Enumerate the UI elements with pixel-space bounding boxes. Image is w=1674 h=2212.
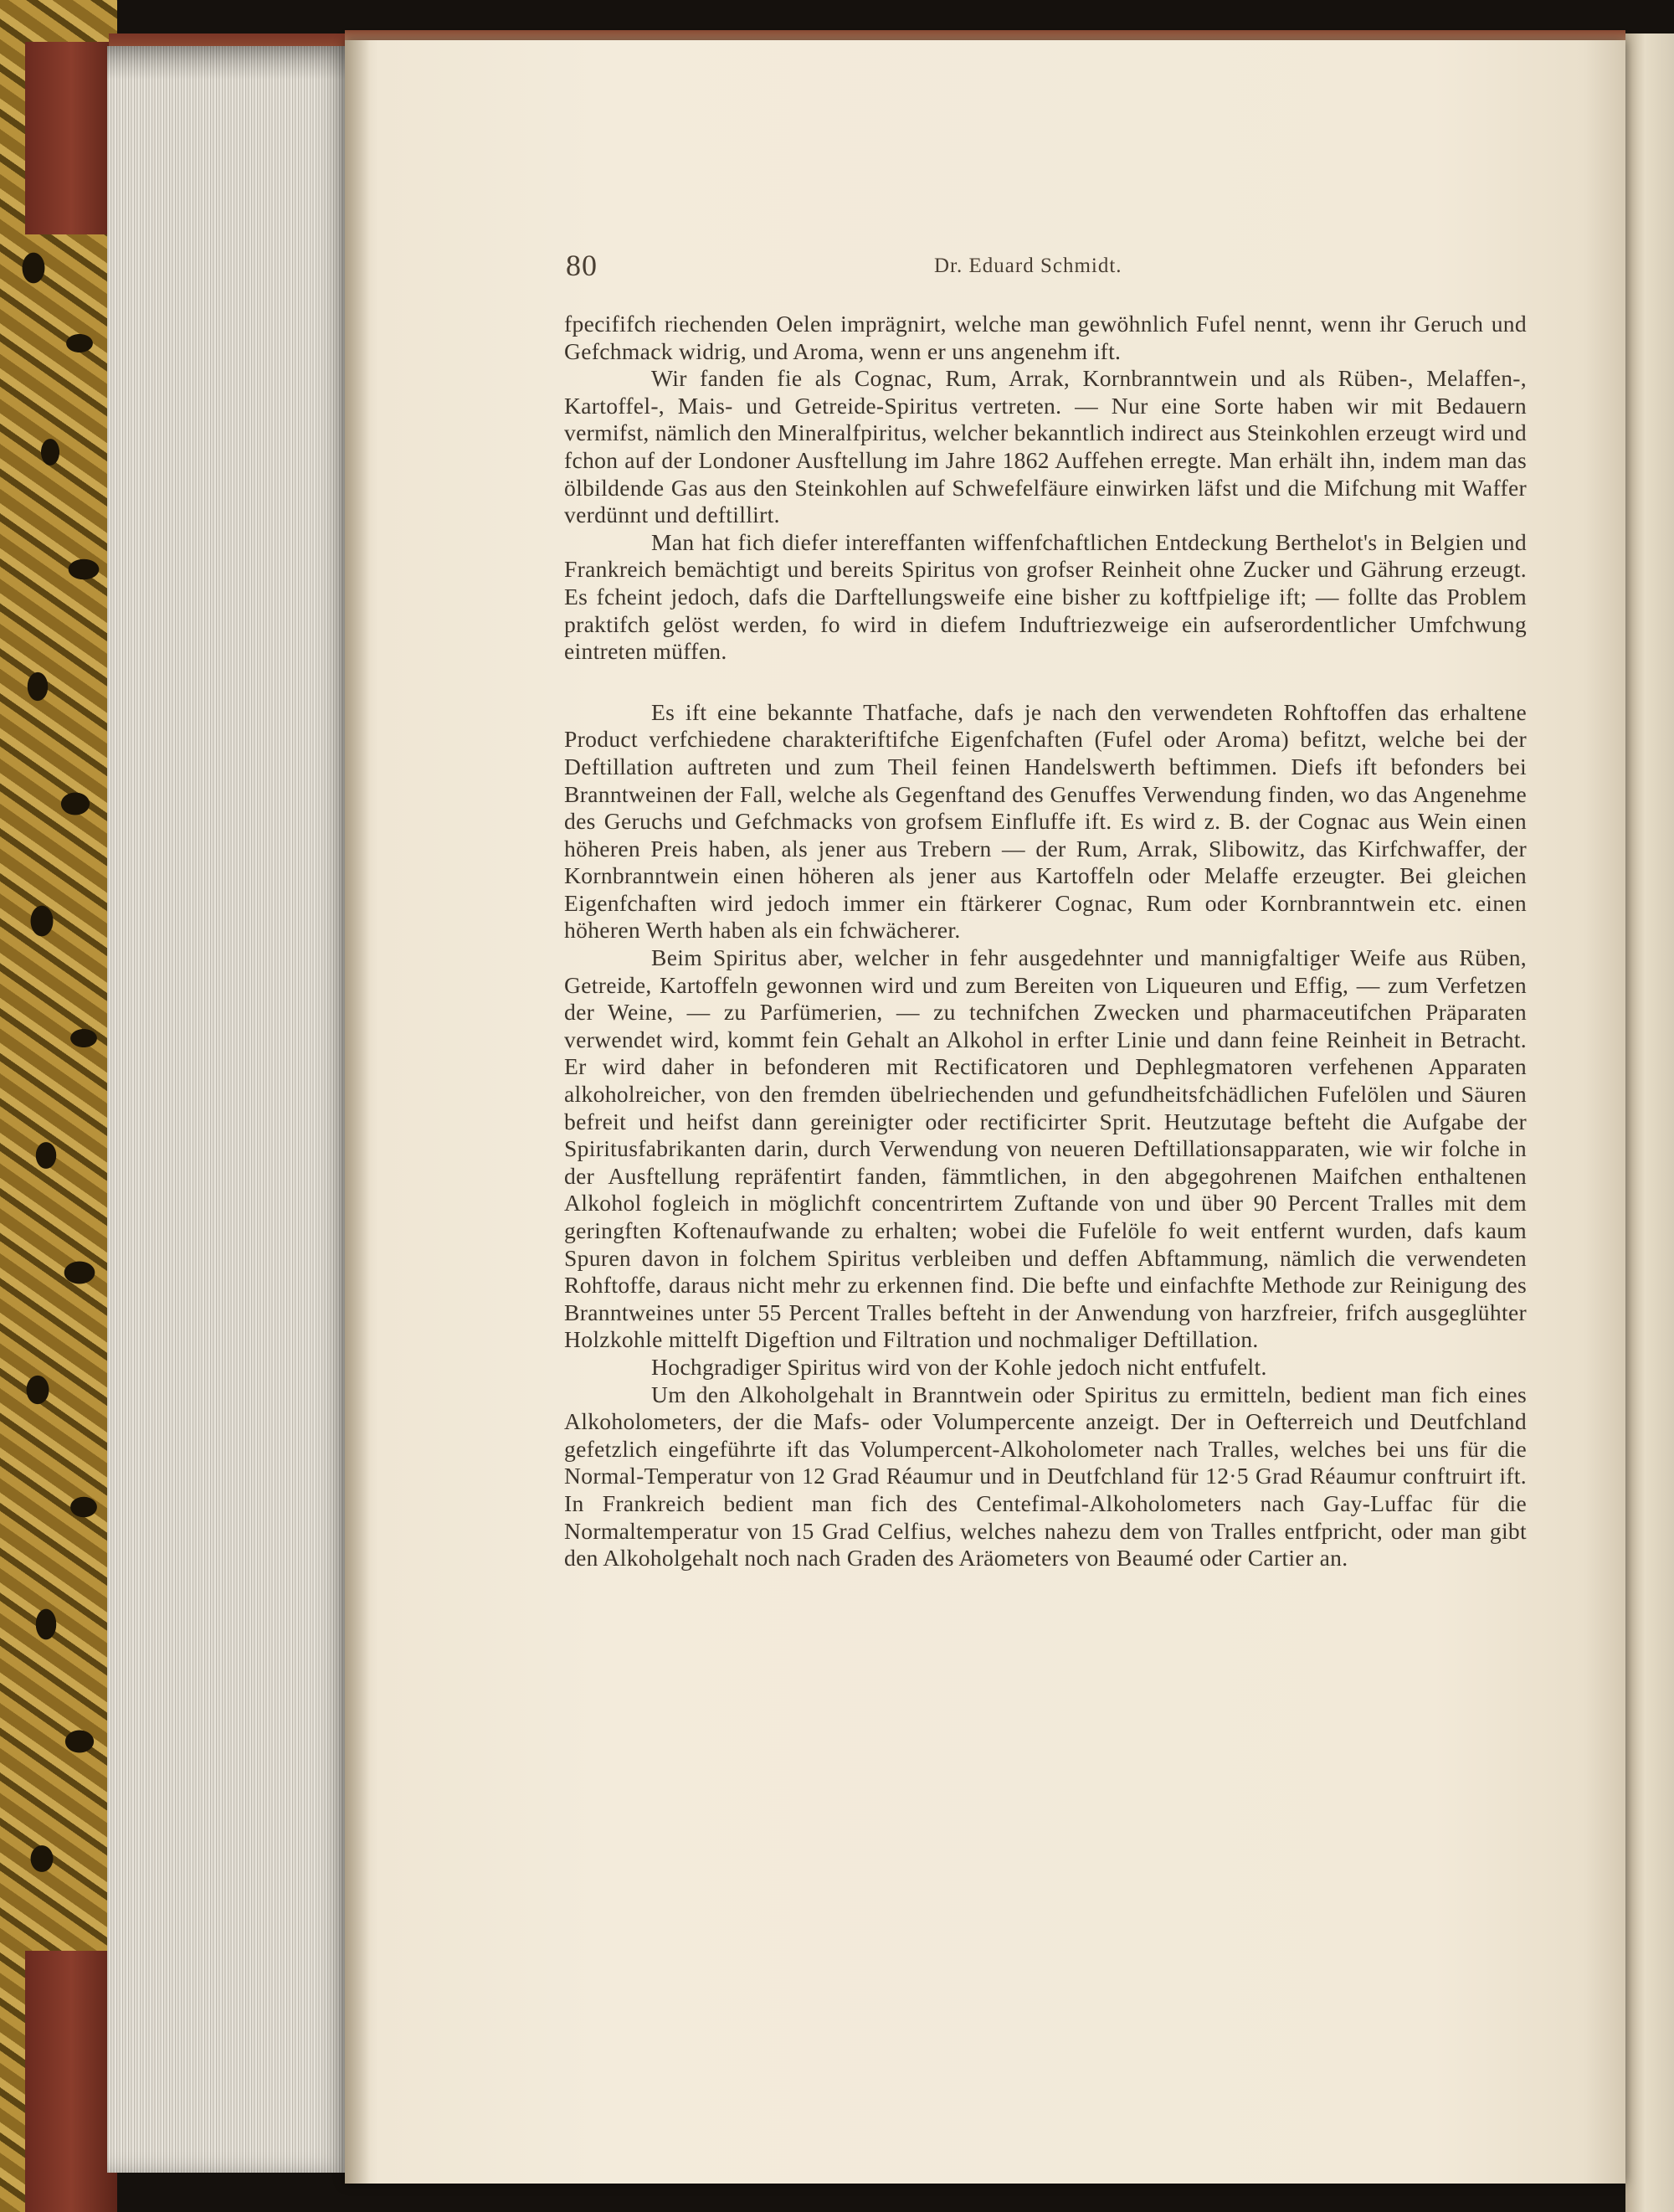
paragraph: Hochgradiger Spiritus wird von der Kohle jedoch nicht entfufelt. xyxy=(651,1353,1267,1380)
page-stack-edges xyxy=(107,46,350,2173)
paragraph: fpecififch riechenden Oelen imprägnirt, welche man gewöhnlich Fufel nennt, wenn ihr Geruch und Gefchmack widrig, und Aroma, wenn er uns angenehm ift. xyxy=(564,311,1527,364)
cover-corner-bottom xyxy=(25,1951,117,2212)
page-number: 80 xyxy=(566,249,598,282)
paragraph: Wir fanden fie als Cognac, Rum, Arrak, Kornbranntwein und als Rüben-, Melaffen-, Kartoffel-, Mais- und Getreide-Spiritus vertreten. — Nur eine Sorte haben wir mit Bedauern vermifst, nämlich den Mineralfpiritus, welcher bekanntlich indirect aus Steinkohlen erzeugt wird und fchon auf der Londoner Ausftellung im Jahre 1862 Auffehen erregte. Man erhält ihn, indem man das ölbildende Gas aus den Steinkohlen auf Schwefelfäure einwirken läfst und die Mifchung mit Waffer verdünnt und deftillirt. xyxy=(564,365,1527,528)
cover-corner-top xyxy=(25,42,117,234)
paragraph: Um den Alkoholgehalt in Branntwein oder Spiritus zu ermitteln, bedient man fich eines Alkoholometers, der die Mafs- oder Volumpercente anzeigt. Der in Oefterreich und Deutfchland gefetzlich eingeführte ift das Volumpercent-Alkoholometer nach Tralles, welches bei uns für die Normal-Temperatur von 12 Grad Réaumur und in Deutfchland für 12·5 Grad Réaumur conftruirt ift. In Frankreich bedient man fich des Centefimal-Alkoholometers nach Gay-Luffac für die Normaltemperatur von 15 Grad Celfius, welches nahezu dem von Tralles entfpricht, oder man gibt den Alkoholgehalt noch nach Graden des Aräometers von Beaumé oder Cartier an. xyxy=(564,1381,1527,1572)
marbled-cover xyxy=(0,0,117,2212)
running-head: Dr. Eduard Schmidt. xyxy=(934,255,1122,277)
facing-page-edge xyxy=(1625,33,1674,2212)
paragraph: Beim Spiritus aber, welcher in fehr ausgedehnter und mannigfaltiger Weife aus Rüben, Getreide, Kartoffeln gewonnen wird und zum Bereiten von Liqueuren und Effig, — zum Verfetzen der Weine, — zu Parfümerien, — zu technifchen Zwecken und pharmaceutifchen Präparaten verwendet wird, kommt fein Gehalt an Alkohol in erfter Linie und dann feine Reinheit in Betracht. Er wird daher in befonderen mit Rectificatoren und Dephlegmatoren verfehenen Apparaten alkoholreicher, von den fremden übelriechenden und gefundheitsfchädlichen Fufelölen und Säuren befreit und heifst dann gereinigter oder rectificirter Sprit. Heutzutage befteht die Aufgabe der Spiritusfabrikanten darin, durch Verwendung von neueren Deftillationsapparaten, wie wir folche in der Ausftellung repräfentirt fanden, fämmtlichen, in den abgegohrenen Maifchen enthaltenen Alkohol fogleich in möglichft concentrirtem Zuftande von und über 90 Percent Tralles mit dem geringften Koftenaufwande zu erhalten; wobei die Fufelöle fo weit entfernt wurden, dafs kaum Spuren davon in folchem Spiritus verbleiben und deffen Abftammung, nämlich die verwendeten Rohftoffe, daraus nicht mehr zu erkennen find. Die befte und einfachfte Methode zur Reinigung des Branntweines unter 55 Percent Tralles befteht in der Anwendung von harzfreier, frifch ausgeglühter Holzkohle mittelft Digeftion und Filtration und nochmaliger Deftillation. xyxy=(564,944,1527,1353)
body-text xyxy=(564,311,1527,1572)
paragraph: Man hat fich diefer intereffanten wiffenfchaftlichen Entdeckung Berthelot's in Belgien und Frankreich bemächtigt und bereits Spiritus von grofser Reinheit ohne Zucker und Gährung erzeugt. Es fcheint jedoch, dafs die Darftellungsweife eine bisher zu koftfpielige ift; — follte das Problem praktifch gelöst werden, fo wird in diefem Induftriezweige ein aufserordentlicher Umfchwung eintreten müffen. xyxy=(564,528,1527,665)
paragraph: Es ift eine bekannte Thatfache, dafs je nach den verwendeten Rohftoffen das erhaltene Product verfchiedene charakteriftifche Eigenfchaften (Fufel oder Aroma) befitzt, welche bei der Deftillation auftreten und zum Theil feinen Handelswerth beftimmen. Diefs ift befonders bei Branntweinen der Fall, welche als Gegenftand des Genuffes Verwendung finden, wo das Angenehme des Geruchs und Gefchmacks von grofsem Einfluffe ift. Es wird z. B. der Cognac aus Wein einen höheren Preis haben, als jener aus Trebern — der Rum, Arrak, Slibowitz, das Kirfchwaffer, der Kornbranntwein einen höheren als jener aus Kartoffeln oder Melaffe erzeugter. Bei gleichen Eigenfchaften wird jedoch immer ein ftärkerer Cognac, Rum oder Kornbranntwein etc. einen höheren Werth haben als ein fchwächerer. xyxy=(564,698,1527,944)
page-header xyxy=(566,248,1528,281)
